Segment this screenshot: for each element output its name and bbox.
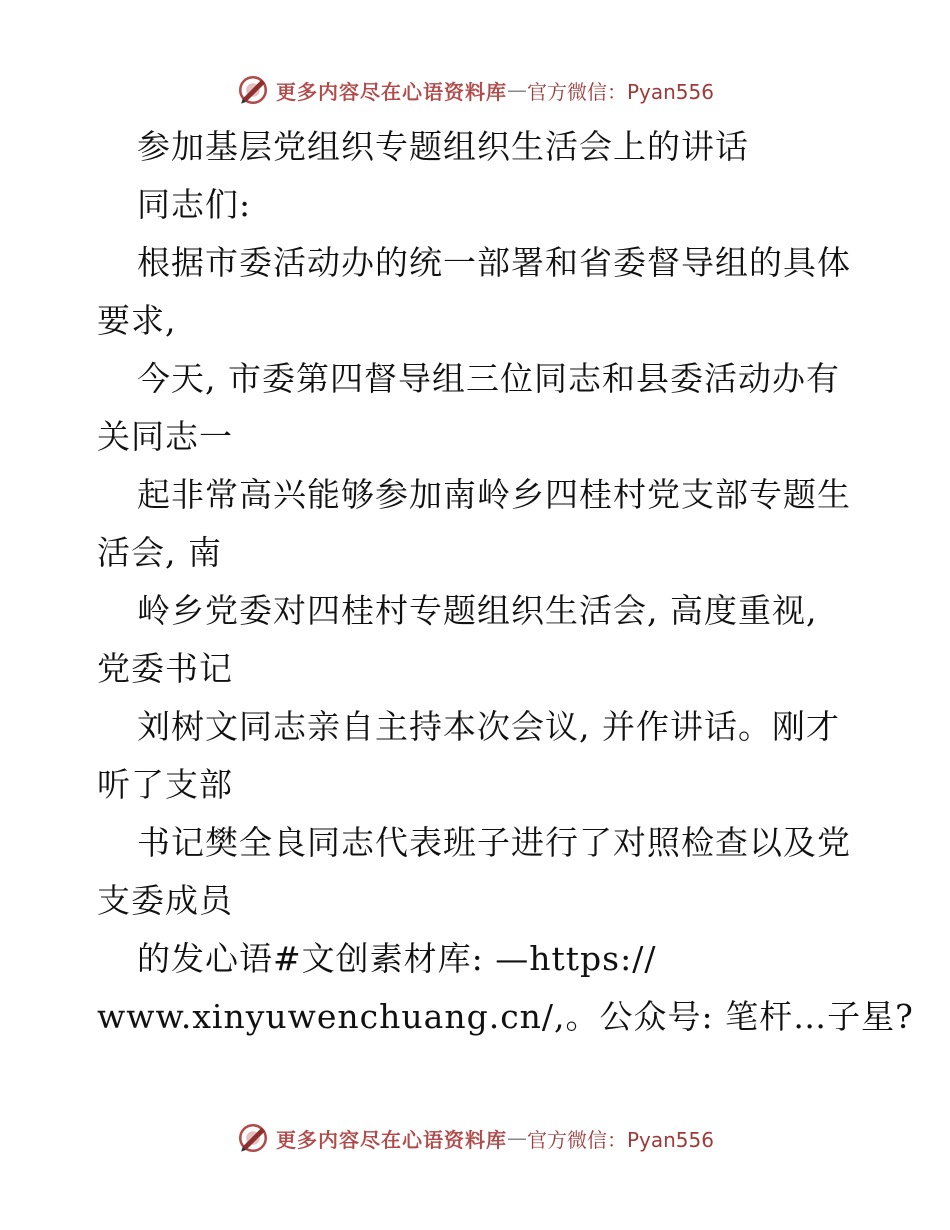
footer-watermark-banner: [0, 1118, 950, 1158]
text-line: 书记樊全良同志代表班子进行了对照检查以及党: [137, 823, 851, 862]
banner-title: 更多内容尽在心语资料库: [275, 79, 507, 104]
text-line: 岭乡党委对四桂村专题组织生活会, 高度重视,: [137, 591, 818, 630]
header-watermark-banner: [0, 70, 950, 110]
pen-circle-logo-icon: [236, 1121, 270, 1155]
text-line: 刘树文同志亲自主持本次会议, 并作讲话。刚才: [137, 707, 840, 746]
text-line: 根据市委活动办的统一部署和省委督导组的具体: [137, 243, 851, 282]
pen-circle-logo-icon: [236, 73, 270, 107]
document-body: [97, 118, 914, 1046]
text-line: 关同志一: [97, 417, 233, 456]
banner-title: 更多内容尽在心语资料库: [275, 1127, 507, 1152]
banner-contact: 官方微信：Pyan556: [526, 1127, 714, 1152]
banner-separator: —: [506, 78, 527, 102]
text-line: 听了支部: [97, 765, 233, 804]
salutation: 同志们:: [137, 185, 252, 224]
text-line: 今天, 市委第四督导组三位同志和县委活动办有: [137, 359, 840, 398]
text-line: 支委成员: [97, 881, 233, 920]
text-line: 要求,: [97, 301, 177, 340]
text-line: 起非常高兴能够参加南岭乡四桂村党支部专题生: [137, 475, 851, 514]
banner-contact: 官方微信：Pyan556: [526, 79, 714, 104]
document-title: 参加基层党组织专题组织生活会上的讲话: [137, 127, 749, 166]
text-line-url: www.xinyuwenchuang.cn/,。公众号: 笔杆…子星?: [97, 997, 914, 1036]
banner-separator: —: [506, 1126, 527, 1150]
text-line: 活会, 南: [97, 533, 222, 572]
text-line: 党委书记: [97, 649, 233, 688]
text-line: 的发心语#文创素材库: —https://: [137, 939, 657, 978]
